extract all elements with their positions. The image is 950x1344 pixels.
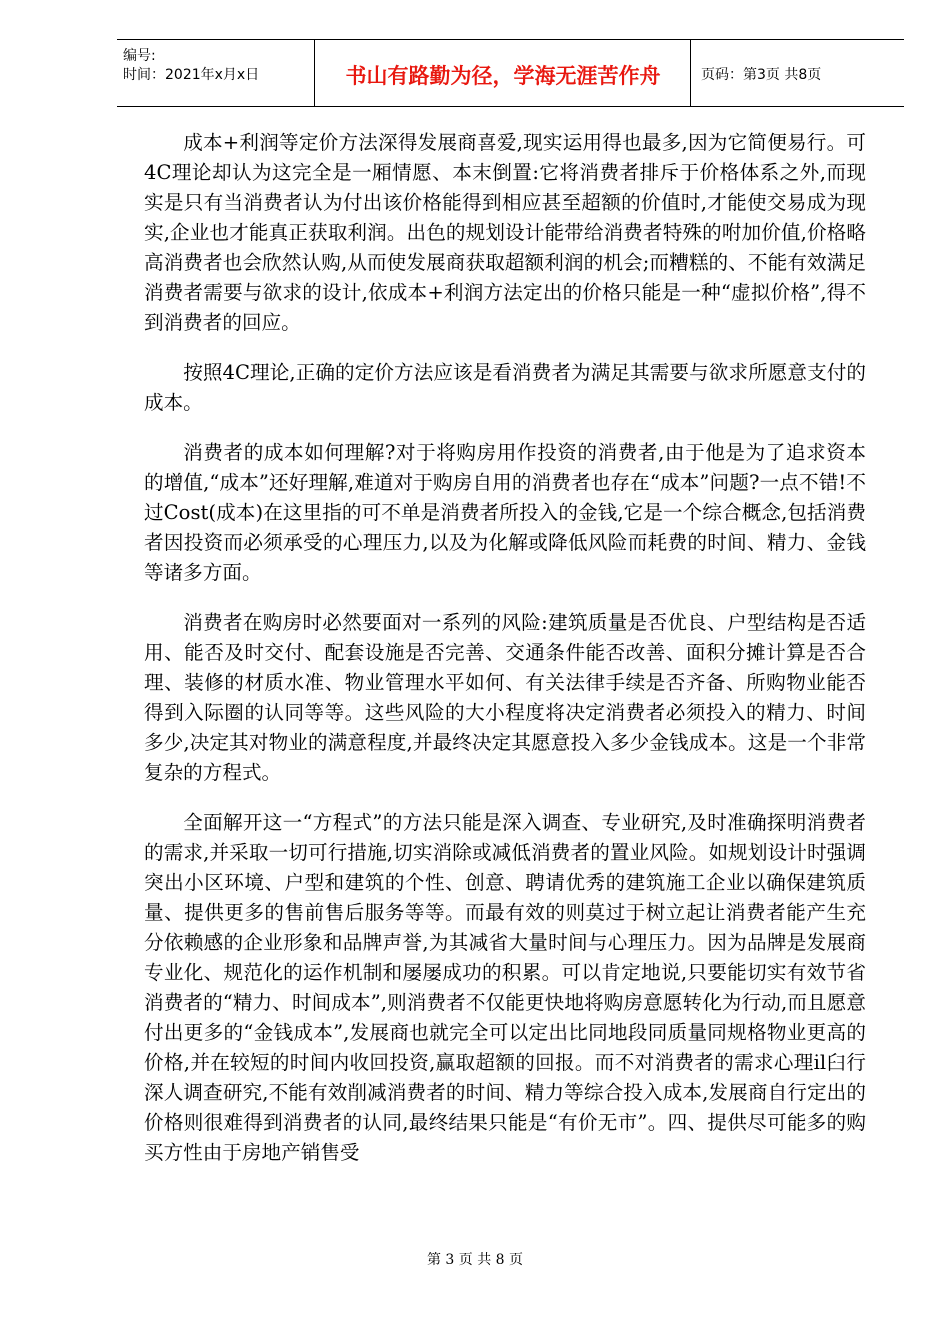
header-page-cell — [691, 40, 904, 106]
page-footer: 第 3 页 共 8 页 — [426, 1252, 524, 1268]
body-paragraph: 按照4C理论,正确的定价方法应该是看消费者为满足其需要与欲求所愿意支付的成本。 — [144, 361, 866, 414]
document-time-label: 时间：2021年x月x日 — [123, 67, 260, 83]
body-paragraph: 消费者在购房时必然要面对一系列的风险:建筑质量是否优良、户型结构是否适用、能否及时交付、配套设施是否完善、交通条件能否改善、面积分摊计算是否合理、装修的材质水准、物业管理水平如何、有关法律手续是否齐备、所购物业能否得到入际圈的认同等等。这些风险的大小程度将决定消费者必须投入的精力、时间多少,决定其对物业的满意程度,并最终决定其愿意投入多少金钱成本。这是一个非常复杂的方程式。 — [144, 611, 866, 784]
header-meta-cell — [117, 40, 315, 106]
header-motto-cell — [315, 40, 691, 106]
document-number-label: 编号: — [123, 48, 156, 64]
body-paragraph: 消费者的成本如何理解?对于将购房用作投资的消费者,由于他是为了追求资本的增值,“成本”还好理解,难道对于购房自用的消费者也存在“成本”问题?一点不错!不过Cost(成本)在这里指的可不单是消费者所投入的金钱,它是一个综合概念,包括消费者因投资而必须承受的心理压力,以及为化解或降低风险而耗费的时间、精力、金钱等诸多方面。 — [144, 441, 866, 584]
document-body — [144, 128, 866, 1188]
header-motto: 书山有路勤为径，学海无涯苦作舟 — [345, 64, 661, 88]
body-paragraph: 成本+利润等定价方法深得发展商喜爱,现实运用得也最多,因为它简便易行。可4C理论却认为这完全是一厢情愿、本末倒置:它将消费者排斥于价格体系之外,而现实是只有当消费者认为付出该价格能得到相应甚至超额的价值时,才能使交易成为现实,企业也才能真正获取利润。出色的规划设计能带给消费者特殊的咐加价值,价格略高消费者也会欣然认购,从而使发展商获取超额利润的机会;而糟糕的、不能有效满足消费者需要与欲求的设计,依成本+利润方法定出的价格只能是一种“虚拟价格”,得不到消费者的回应。 — [144, 131, 866, 334]
header-page-code: 页码：第3页 共8页 — [701, 67, 822, 83]
page-header — [117, 39, 904, 107]
body-paragraph: 全面解开这一“方程式”的方法只能是深入调查、专业研究,及时准确探明消费者的需求,并采取一切可行措施,切实消除或减低消费者的置业风险。如规划设计时强调突出小区环境、户型和建筑的个性、创意、聘请优秀的建筑施工企业以确保建筑质量、提供更多的售前售后服务等等。而最有效的则莫过于树立起让消费者能产生充分依赖感的企业形象和品牌声誉,为其减省大量时间与心理压力。因为品牌是发展商专业化、规范化的运作机制和屡屡成功的积累。可以肯定地说,只要能切实有效节省消费者的“精力、时间成本”,则消费者不仅能更快地将购房意愿转化为行动,而且愿意付出更多的“金钱成本”,发展商也就完全可以定出比同地段同质量同规格物业更高的价格,并在较短的时间内收回投资,赢取超额的回报。而不对消费者的需求心理il臼行深人调查研究,不能有效削减消费者的时间、精力等综合投入成本,发展商自行定出的价格则很难得到消费者的认同,最终结果只能是“有价无市”。四、提供尽可能多的购买方性由于房地产销售受 — [144, 811, 866, 1164]
